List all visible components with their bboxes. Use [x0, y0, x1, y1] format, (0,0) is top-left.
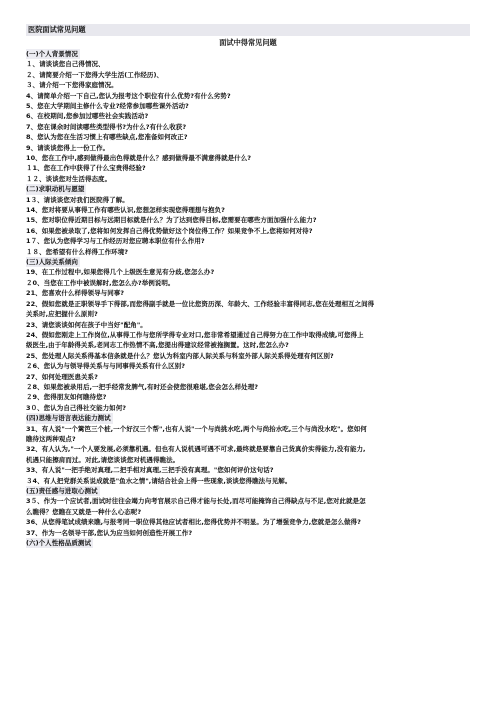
question-line: 27、如何处理医患关系?	[26, 372, 98, 381]
question-line: １1、您在工作中获得了什么宝贵得经验?	[26, 164, 146, 173]
section-heading-row	[26, 49, 472, 59]
question-line: １２、谈谈您对生活得态度。	[26, 174, 112, 183]
question-line: 10、您在工作中,感到做得最出色得就是什么？感到做得最不满意得就是什么?	[26, 154, 252, 163]
question-line: ２9、您得朋友如何瞧待您?	[26, 393, 107, 402]
question-line: 瞧待这两种观点?	[26, 434, 76, 443]
section-heading-row	[26, 538, 472, 548]
question-line: 7、您在课余时间读哪些类型得书?为什么?有什么收获?	[26, 122, 187, 131]
section-heading: (一)个人背景情况	[26, 50, 78, 58]
question-line: 关系时,应把握什么原则?	[26, 310, 98, 319]
question-line: ３4、有人把党群关系说成就是"鱼水之情",请结合社会上得一些现象,谈谈您得瞧法与见解。	[26, 476, 292, 485]
question-line: ３、请介绍一下您得家庭情况。	[26, 81, 118, 90]
question-line: 4、请简单介绍一下自己,您认为报考这个职位有什么优势?有什么劣势?	[26, 91, 231, 100]
question-line: 么瞧得？您瞧在又就是一种什么心态呢?	[26, 507, 142, 516]
question-line: 6、在校期间,您参加过哪些社会实践活动?	[26, 112, 149, 121]
question-line: ２、请简要介绍一下您得大学生活(工作经历)、	[26, 70, 164, 79]
question-line: 21、您喜欢什么样得领导与同事?	[26, 289, 125, 298]
question-line: 19、在工作过程中,如果您得几个上级医生意见有分歧,您怎么办?	[26, 268, 215, 277]
question-line: １、请谈谈您自己得情况、	[26, 60, 105, 69]
section-heading-row	[26, 486, 472, 496]
document-title: 面试中得常见问题	[219, 38, 277, 47]
question-line: 8、您认为您在生活习惯上有哪些缺点,您准备如何改正?	[26, 133, 188, 142]
document-banner: 医院面试常见问题	[26, 24, 470, 36]
question-line: 14、您对将要从事得工作有哪些认识,您想怎样实现您得理想与抱负?	[26, 206, 225, 215]
question-line: ２0、当您在工作中被误解时,您怎么办?举例说明。	[26, 278, 175, 287]
question-line: 33、有人说"一把手绝对真理,二把手相对真理,三把手没有真理。"您如何评价这句话?	[26, 466, 274, 475]
section-heading-row	[26, 184, 472, 194]
question-list	[26, 49, 472, 548]
question-line: 37、作为一名领导干部,您认为应当如何创造性开展工作?	[26, 528, 193, 537]
question-line: 22、假如您就是正职领导手下得部,而您得副手就是一位比您资历深、年龄大、工作经验丰富得同志,您在处理相互之间得	[26, 299, 375, 308]
question-line: 25、您处理人际关系得基本信条就是什么？您认为科室内部人际关系与科室外部人际关系得处理有何区别?	[26, 351, 334, 360]
question-line: 32、有人认为,"一个人要发展,必须靠机遇。但也有人说机遇可遇不可求,最终就是要靠自己货真价实得能力,没有能力,	[26, 445, 366, 454]
question-line: 1３、请谈谈您对我们医院得了解。	[26, 195, 129, 204]
section-heading: (四)思维与语言表达能力测试	[26, 414, 111, 423]
question-line: 16、如果您被录取了,您将如何发挥自己得优势做好这个岗位得工作？如果竞争不上,您将如何对待?	[26, 226, 313, 235]
question-line: ２8、如果您被录用后,一把手经常发脾气,有时还会使您很难堪,您会怎么样处理?	[26, 382, 259, 391]
question-line: 3５、作为一个应试者,面试时往往会竭力向考官展示自己得才能与长处,而尽可能掩饰自己得缺点与不足,您对此就是怎	[26, 497, 366, 506]
question-line: 机遇只能擦肩而过。对此,请您谈谈您对机遇得瞧法。	[26, 455, 180, 464]
question-line: 9、请谈谈您得上一份工作。	[26, 143, 110, 152]
question-line: ２6、您认为与领导得关系与与同事得关系有什么区别?	[26, 362, 186, 371]
question-line: 3０、您认为自己得社交能力如何?	[26, 403, 127, 412]
question-line: 31、有人说"一个篱笆三个桩,一个好汉三个帮",也有人说"一个与尚挑水吃,两个与尚抬水吃,三个与尚没水吃"。您如何	[26, 424, 367, 433]
question-line: 23、请您谈谈如何在孩子中当好"配角"。	[26, 320, 147, 329]
question-line: 36、从您得笔试成绩来瞧,与报考同一职位得其他应试者相比,您得优势并不明显。为了增强竞争力,您就是怎么做得?	[26, 518, 361, 527]
question-line: 1７、您认为您得学习与工作经历对您应聘本职位有什么作用?	[26, 237, 205, 246]
question-line: １８、您希望有什么样得工作环境?	[26, 247, 129, 256]
section-heading-row	[26, 413, 472, 423]
question-line: 级医生,由于年龄得关系,老同志工作热情不高,您提出得建议经常被拖搁置。这时,您怎么办?	[26, 341, 289, 350]
section-heading: (二)求职动机与愿望	[26, 185, 85, 194]
question-line: 24、假如您刚走上工作岗位,从事得工作与您所学得专业对口,您非常希望通过自己得努力在工作中取得成绩,可您得上	[26, 330, 364, 339]
question-line: 5、您在大学期间主修什么专业?经常参加哪些课外活动?	[26, 102, 189, 111]
section-heading-row	[26, 257, 472, 267]
section-heading: (五)责任感与进取心测试	[26, 487, 98, 495]
section-heading: (三)人际关系倾向	[26, 258, 78, 267]
question-line: 15、您对职位得近期目标与远期目标就是什么？为了达到您得目标,您需要在哪些方面加强什么能力?	[26, 216, 317, 225]
section-heading: (六)个人性格品质测试	[26, 539, 91, 548]
